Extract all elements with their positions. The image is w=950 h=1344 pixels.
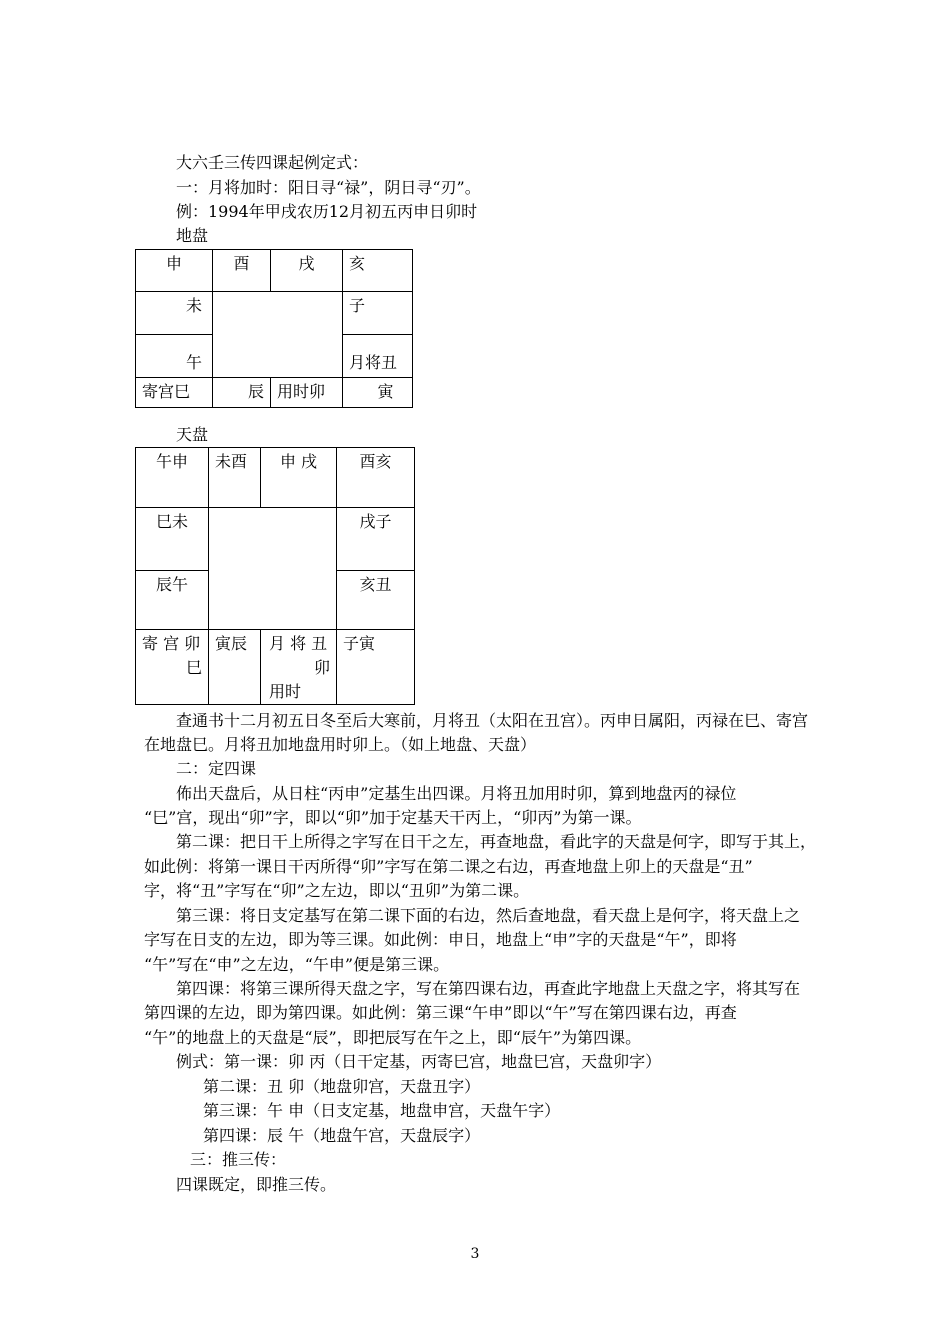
page-number: 3	[470, 1246, 480, 1262]
paragraph-line: 第四课：将第三课所得天盘之字，写在第四课右边，再查此字地盘上天盘之字，将其写在	[176, 979, 801, 998]
earth-cell: 寄宫巳	[136, 378, 213, 408]
step-one: 一：月将加时：阳日寻“禄”，阴日寻“刃”。	[176, 178, 481, 197]
formula-line: 第四课：辰 午（地盘午宫，天盘辰字）	[203, 1126, 481, 1145]
earth-plate-label: 地盘	[176, 226, 209, 245]
heaven-plate-label: 天盘	[176, 425, 209, 444]
earth-cell: 酉	[213, 250, 271, 292]
heaven-cell: 申 戌	[261, 448, 337, 508]
paragraph-line: “巳”宫，现出“卯”字，即以“卯”加于定基天干丙上，“卯丙”为第一课。	[144, 808, 642, 827]
paragraph-line: “午”写在“申”之左边，“午申”便是第三课。	[144, 955, 450, 974]
section-heading: 二：定四课	[176, 759, 257, 778]
section-heading: 三：推三传：	[190, 1150, 287, 1169]
earth-cell: 未	[136, 292, 213, 335]
earth-cell: 子	[343, 292, 413, 335]
heaven-cell-line: 寄 宫 卯	[142, 634, 201, 653]
example-date: 例：1994年甲戌农历12月初五丙申日卯时	[176, 202, 478, 221]
paragraph-line: 字，将“丑”字写在“卯”之左边，即以“丑卯”为第二课。	[144, 881, 530, 900]
formula-line: 第三课：午 申（日支定基，地盘申宫，天盘午字）	[203, 1101, 561, 1120]
paragraph-line: 第四课的左边，即为第四课。如此例：第三课“午申”即以“午”写在第四课右边，再查	[144, 1003, 737, 1022]
heaven-cell-line: 月 将 丑	[269, 634, 328, 653]
earth-cell: 申	[136, 250, 213, 292]
earth-cell: 寅	[343, 378, 413, 408]
heaven-plate-grid	[135, 447, 415, 705]
earth-cell: 用时卯	[271, 378, 343, 408]
heaven-cell	[136, 630, 209, 705]
earth-center	[213, 292, 343, 378]
earth-cell: 亥	[343, 250, 413, 292]
earth-cell: 辰	[213, 378, 271, 408]
paragraph-line: 在地盘巳。月将丑加地盘用时卯上。（如上地盘、天盘）	[144, 735, 537, 754]
paragraph-line: 字写在日支的左边，即为等三课。如此例：申日，地盘上“申”字的天盘是“午”，即将	[144, 930, 737, 949]
heaven-cell-line: 卯	[313, 658, 330, 677]
paragraph-line: 第二课：把日干上所得之字写在日干之左，再查地盘，看此字的天盘是何字，即写于其上，	[176, 832, 817, 851]
heaven-cell-line: 巳	[185, 658, 202, 677]
heaven-cell: 亥丑	[337, 571, 415, 630]
earth-plate-grid	[135, 249, 413, 408]
earth-cell: 午	[136, 335, 213, 378]
paragraph-line: 第三课：将日支定基写在第二课下面的右边，然后查地盘，看天盘上是何字，将天盘上之	[176, 906, 801, 925]
heaven-center	[209, 508, 337, 630]
heaven-cell: 酉亥	[337, 448, 415, 508]
paragraph-line: 如此例：将第一课日干丙所得“卯”字写在第二课之右边，再查地盘上卯上的天盘是“丑”	[144, 857, 753, 876]
formula-line: 第二课：丑 卯（地盘卯宫，天盘丑字）	[203, 1077, 481, 1096]
earth-cell: 月将丑	[343, 335, 413, 378]
heaven-cell	[261, 630, 337, 705]
paragraph-line: 查通书十二月初五日冬至后大寒前，月将丑（太阳在丑宫）。丙申日属阳，丙禄在巳、寄宫	[176, 711, 809, 730]
heaven-cell-line: 用时	[269, 682, 302, 701]
earth-cell: 戌	[271, 250, 343, 292]
formula-line: 例式：第一课：卯 丙（日干定基，丙寄巳宫，地盘巳宫，天盘卯字）	[176, 1052, 662, 1071]
heaven-cell: 辰午	[136, 571, 209, 630]
paragraph-line: “午”的地盘上的天盘是“辰”，即把辰写在午之上，即“辰午”为第四课。	[144, 1028, 642, 1047]
heaven-cell: 巳未	[136, 508, 209, 571]
paragraph-line: 佈出天盘后，从日柱“丙申”定基生出四课。月将丑加用时卯，算到地盘丙的禄位	[176, 784, 737, 803]
heaven-cell: 午申	[136, 448, 209, 508]
paragraph-line: 四课既定，即推三传。	[176, 1175, 337, 1194]
doc-title: 大六壬三传四课起例定式：	[176, 153, 369, 172]
heaven-cell: 子寅	[337, 630, 415, 705]
heaven-cell: 未酉	[209, 448, 261, 508]
heaven-cell: 寅辰	[209, 630, 261, 705]
heaven-cell: 戌子	[337, 508, 415, 571]
